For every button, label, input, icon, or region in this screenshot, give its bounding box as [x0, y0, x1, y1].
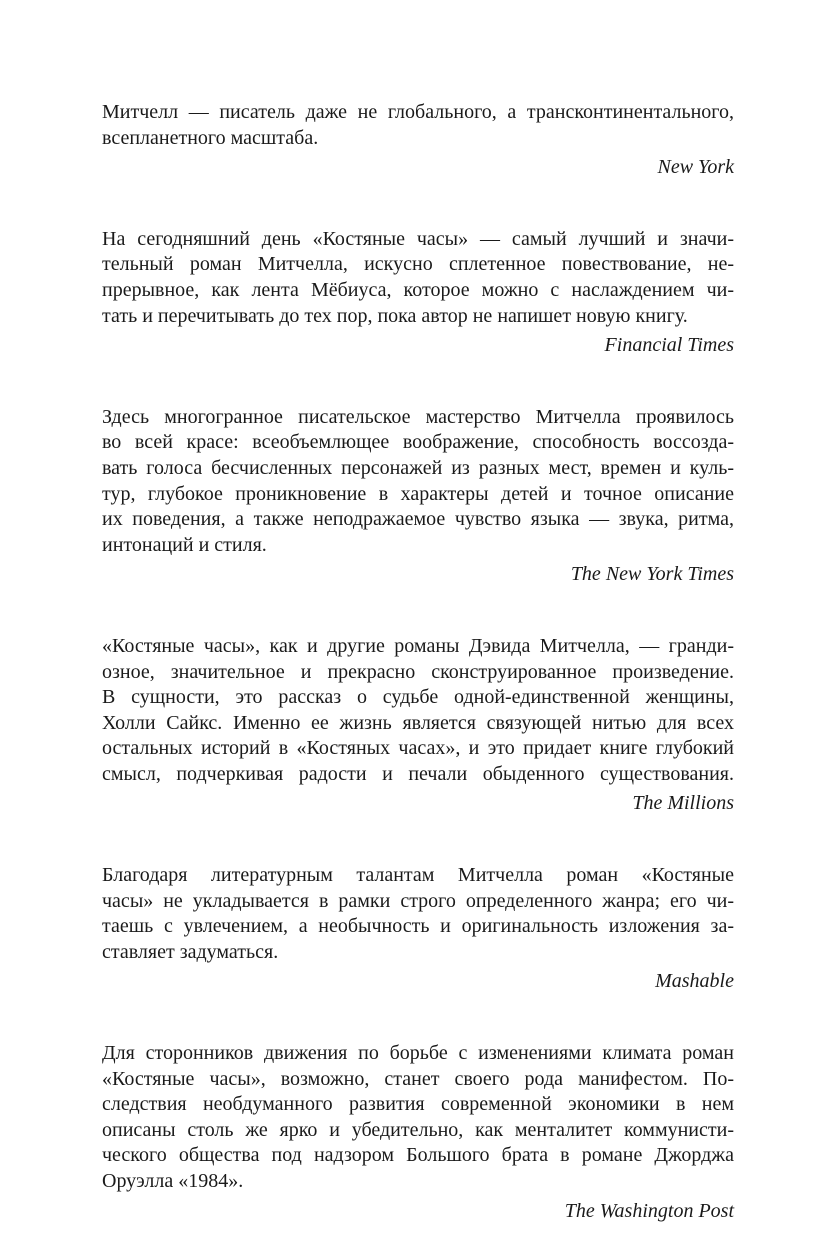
review-text-line: тур, глубокое проникновение в характеры детей и точное описание — [102, 482, 734, 505]
review-new-york — [102, 100, 734, 181]
review-text-line: «Костяные часы», возможно, станет своего рода манифестом. По- — [102, 1067, 734, 1090]
review-text-line: Для сторонников движения по борьбе с изменениями климата роман — [102, 1042, 734, 1065]
review-text-line: вать голоса бесчисленных персонажей из разных мест, времен и куль- — [102, 456, 734, 479]
review-text-line: ставляет задуматься. — [102, 940, 279, 963]
review-text-line: всепланетного масштаба. — [102, 126, 319, 149]
review-text-line: Митчелл — писатель даже не глобального, а трансконтинентального, — [102, 101, 734, 123]
review-the-millions — [102, 634, 734, 817]
review-text-line: Оруэлла «1984». — [102, 1170, 244, 1192]
review-text-line: интонаций и стиля. — [102, 533, 267, 556]
reviews-page — [102, 100, 734, 1224]
review-text-line: смысл, подчеркивая радости и печали обыденного существования. — [102, 762, 734, 785]
review-washington-post — [102, 1041, 734, 1224]
review-text-line: часы» не укладывается в рамки строго определенного жанра; его чи- — [102, 889, 734, 912]
review-text-line: Благодаря литературным талантам Митчелла роман «Костяные — [102, 864, 734, 887]
review-text-line: Холли Сайкс. Именно ее жизнь является связующей нитью для всех — [102, 711, 734, 734]
review-text-line: остальных историй в «Костяных часах», и это придает книге глубокий — [102, 737, 734, 760]
review-text-line: ческого общества под надзором Большого брата в романе Джорджа — [102, 1144, 734, 1167]
review-source: The Millions — [632, 792, 734, 815]
review-text-line: во всей красе: всеобъемлющее воображение, способность воссозда- — [102, 431, 734, 454]
review-text-line: озное, значительное и прекрасно сконструированное произведение. — [102, 660, 734, 683]
review-mashable — [102, 863, 734, 995]
review-text-line: тать и перечитывать до тех пор, пока автор не напишет новую книгу. — [102, 304, 688, 327]
review-text-line: Здесь многогранное писательское мастерство Митчелла проявилось — [102, 405, 734, 428]
review-text-line: прерывное, как лента Мёбиуса, которое можно с наслаждением чи- — [102, 278, 734, 301]
review-text-line: тельный роман Митчелла, искусно сплетенное повествование, не- — [102, 253, 734, 276]
review-text-line: В сущности, это рассказ о судьбе одной-единственной женщины, — [102, 686, 734, 709]
review-source: Financial Times — [604, 334, 734, 357]
review-source: New York — [657, 156, 734, 179]
review-new-york-times — [102, 405, 734, 588]
review-text-line: «Костяные часы», как и другие романы Дэвида Митчелла, — гранди- — [102, 634, 734, 657]
review-source: The New York Times — [570, 563, 734, 586]
review-source: Mashable — [655, 970, 734, 993]
review-text-line: следствия необдуманного развития современной экономики в нем — [102, 1093, 734, 1116]
review-text-line: описаны столь же ярко и убедительно, как менталитет коммунисти- — [102, 1118, 734, 1141]
review-text-line: таешь с увлечением, а необычность и оригинальность изложения за- — [102, 915, 734, 938]
review-source: The Washington Post — [564, 1199, 734, 1222]
review-financial-times — [102, 227, 734, 359]
review-text-line: их поведения, а также неподражаемое чувство языка — звука, ритма, — [102, 508, 734, 531]
review-text-line: На сегодняшний день «Костяные часы» — самый лучший и значи- — [102, 227, 734, 250]
